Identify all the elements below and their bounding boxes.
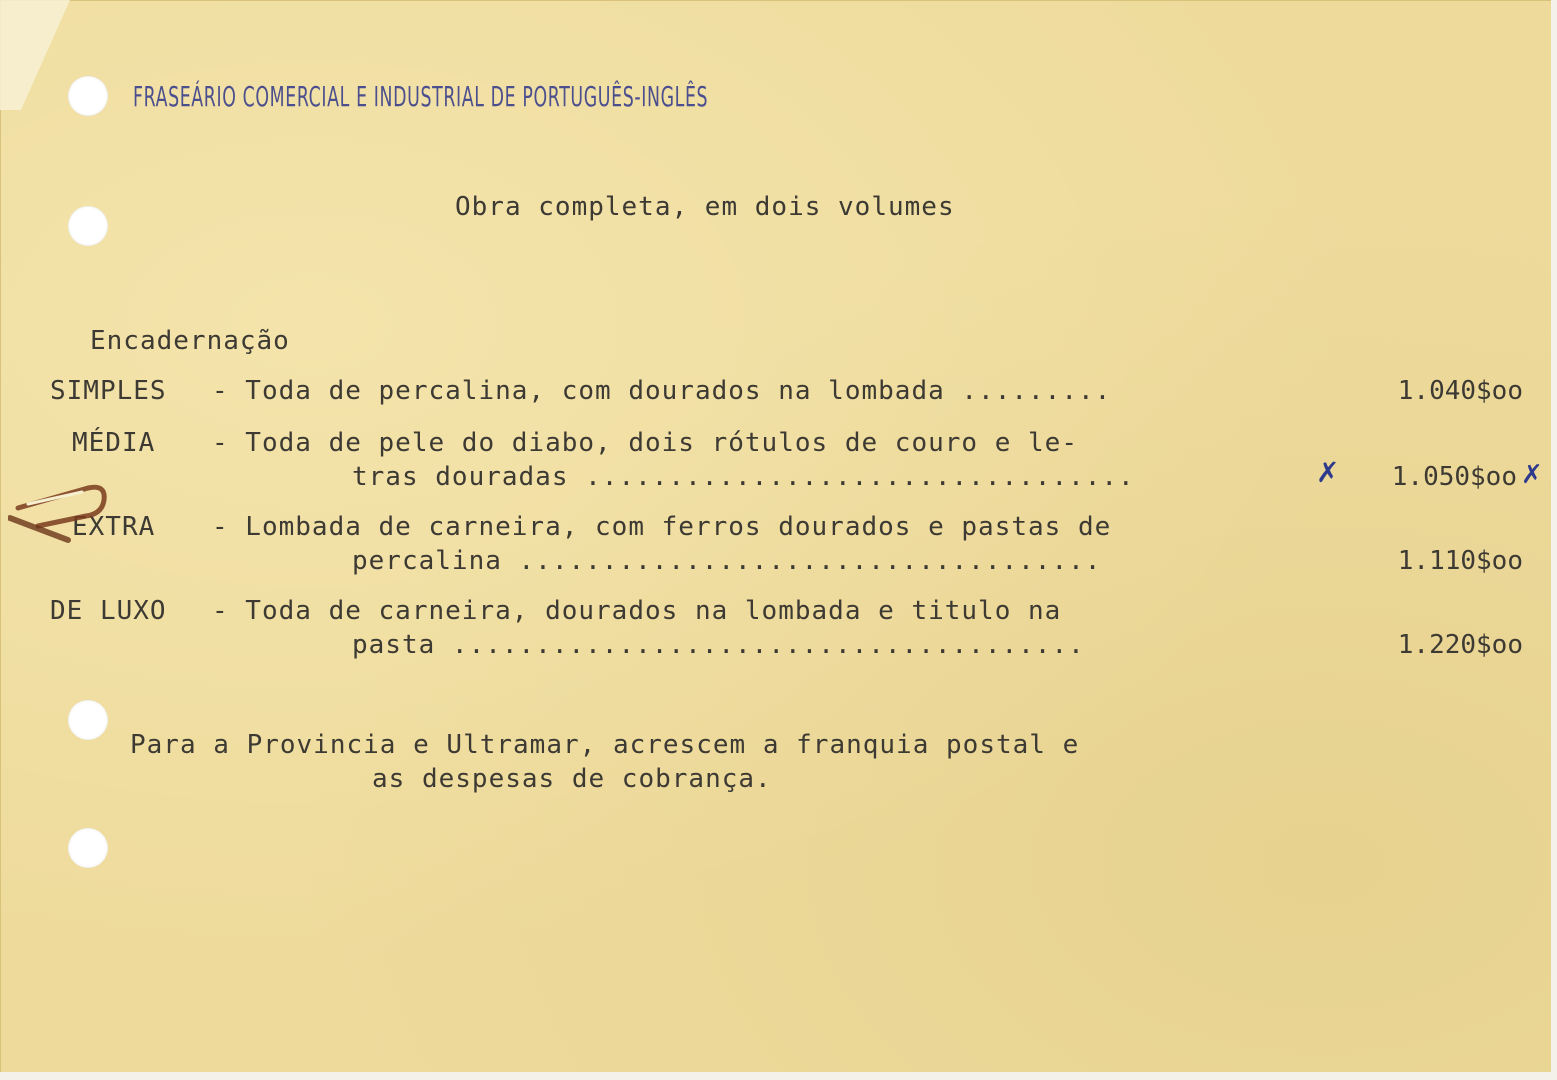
publication-stamp: FRASEÁRIO COMERCIAL E INDUSTRIAL DE PORTUGUÊS-INGLÊS (133, 80, 709, 113)
punch-hole-4 (68, 828, 108, 868)
binding-description-extra-line2: percalina ................................... (352, 546, 1102, 576)
page-heading: Obra completa, em dois volumes (455, 192, 955, 222)
shipping-note-line1: Para a Provincia e Ultramar, acrescem a franquia postal e (130, 730, 1080, 760)
binding-description-media-line2: tras douradas ................................. (352, 462, 1135, 492)
torn-corner (0, 0, 70, 110)
price-de-luxo: 1.220$oo (1397, 630, 1523, 660)
binding-description-extra-line1: - Lombada de carneira, com ferros dourados e pastas de (212, 512, 1112, 542)
price-simples: 1.040$oo (1397, 376, 1523, 406)
binding-description-de-luxo-line2: pasta ...................................... (352, 630, 1085, 660)
binding-description-simples: - Toda de percalina, com dourados na lombada ......... (212, 376, 1112, 406)
pen-cross-mark-icon: ✗ (1316, 456, 1340, 489)
pen-cross-mark-icon: ✗ (1521, 460, 1543, 490)
binding-code-de-luxo: DE LUXO (50, 596, 167, 626)
binding-code-extra: EXTRA (72, 512, 156, 542)
paperclip-mark-icon (8, 468, 108, 548)
binding-code-media: MÉDIA (72, 428, 156, 458)
page-edge-right (1551, 0, 1557, 1080)
section-label: Encadernação (90, 326, 290, 356)
price-extra: 1.110$oo (1397, 546, 1523, 576)
binding-code-simples: SIMPLES (50, 376, 167, 406)
binding-description-de-luxo-line1: - Toda de carneira, dourados na lombada e titulo na (212, 596, 1062, 626)
punch-hole-1 (68, 76, 108, 116)
punch-hole-3 (68, 700, 108, 740)
page-edge-bottom (0, 1072, 1557, 1080)
binding-description-media-line1: - Toda de pele do diabo, dois rótulos de couro e le- (212, 428, 1078, 458)
punch-hole-2 (68, 206, 108, 246)
shipping-note-line2: as despesas de cobrança. (372, 764, 772, 794)
price-media: 1.050$oo (1391, 462, 1517, 492)
